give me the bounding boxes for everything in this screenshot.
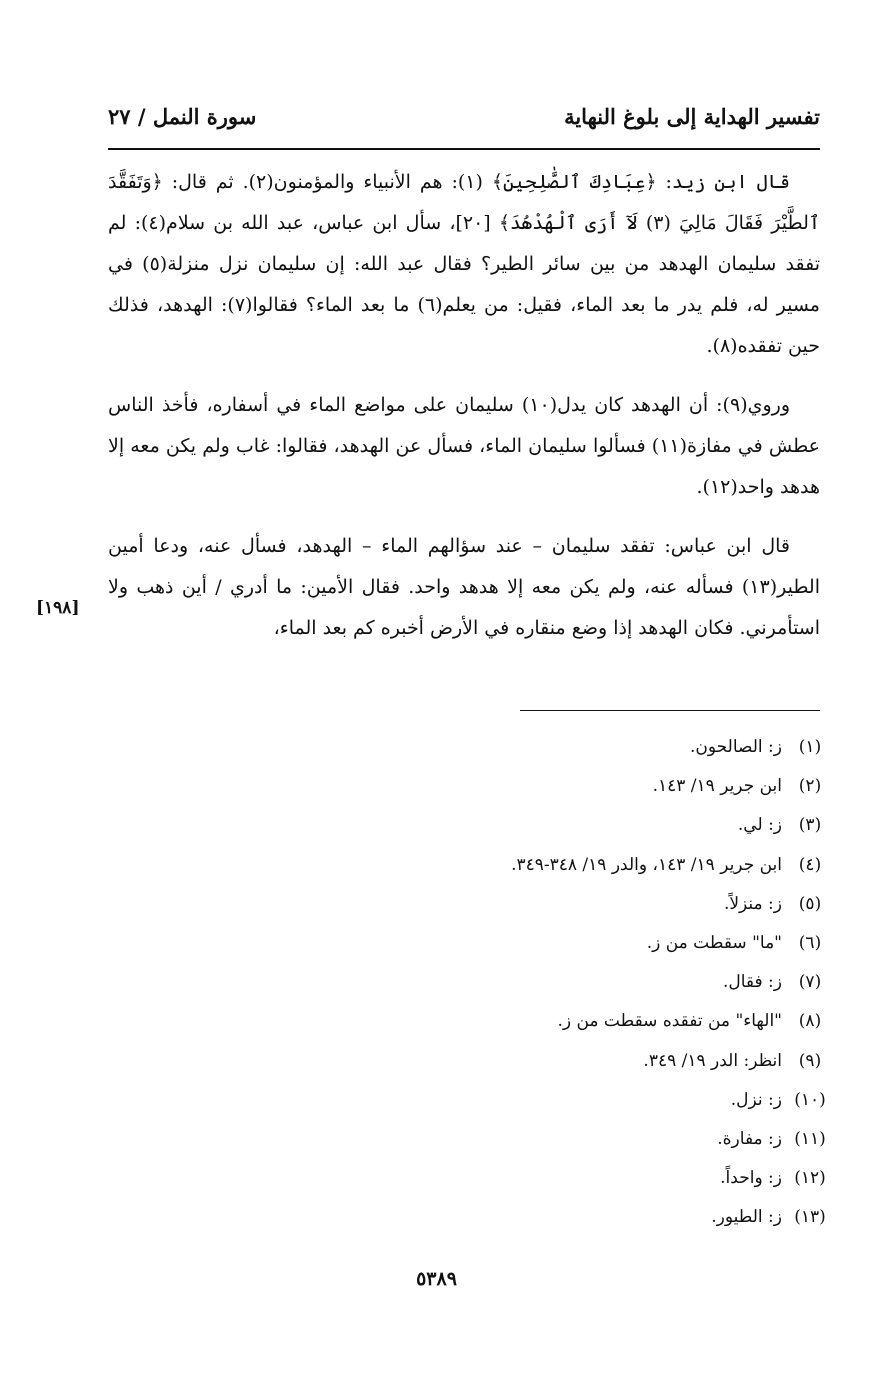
footnote-number: (١٠) bbox=[794, 1089, 826, 1110]
footnote-text: ز: الطيور. bbox=[711, 1207, 782, 1228]
paragraph: قال ابن زيد: ﴿عِبَادِكَ ٱلصَّٰلِحِينَ﴾ (١): هم الأنبياء والمؤمنون(٢). ثم قال: ﴿وَتَفَقَّدَ ٱلطَّيْرَ فَقَالَ مَالِيَ (٣) لَآ أَرَى ٱلْهُدْهُدَ﴾ [٢٠]، سأل ابن عباس، عبد الله بن سلام(٤): لم تفقد سليمان الهدهد من بين سائر الطير؟ فقال عبد الله: إن سليمان نزل منزلة(٥) في مسير له، فلم يدر ما بعد الماء، فقيل: من يعلم(٦) ما بعد الماء؟ فقالوا(٧): الهدهد، فذلك حين تفقده(٨). bbox=[108, 171, 821, 357]
footnote-number: (٨) bbox=[798, 1011, 822, 1032]
running-header bbox=[108, 100, 820, 144]
header-divider bbox=[108, 148, 820, 150]
footnote-item bbox=[300, 1002, 832, 1041]
footnote-text: ز: منزلاً. bbox=[723, 893, 782, 914]
footnote-number: (٩) bbox=[798, 1050, 822, 1071]
footnote-item bbox=[300, 1198, 832, 1237]
footnote-number: (١٢) bbox=[794, 1168, 826, 1189]
footnote-text: ز: واحداً. bbox=[720, 1168, 782, 1189]
paragraph: قال ابن عباس: تفقد سليمان – عند سؤالهم الماء – الهدهد، فسأل عنه، ودعا أمين الطير(١٣) فسأله عنه، ولم يكن معه إلا هدهد واحد. فقال الأمين: ما أدري / أين ذهب ولا استأمرني. فكان الهدهد إذا وضع منقاره في الأرض أخبره كم بعد الماء، bbox=[108, 535, 820, 639]
book-title: تفسير الهداية إلى بلوغ النهاية bbox=[564, 104, 820, 129]
footnote-number: (٥) bbox=[798, 893, 822, 914]
footnote-item bbox=[300, 806, 832, 845]
footnote-item bbox=[300, 885, 832, 924]
footnote-number: (٧) bbox=[798, 972, 822, 993]
footnotes-list bbox=[300, 728, 832, 1238]
footnote-text: ز: مفارة. bbox=[717, 1129, 782, 1150]
footnote-item bbox=[300, 1081, 832, 1120]
footnote-text: ابن جرير ١٩/ ١٤٣. bbox=[652, 776, 782, 797]
manuscript-folio-marker: [١٩٨] bbox=[36, 598, 80, 618]
paragraph: وروي(٩): أن الهدهد كان يدل(١٠) سليمان على مواضع الماء في أسفاره، فأخذ الناس عطش في مفازة(١١) فسألوا سليمان الماء، فسأل عن الهدهد، فقالوا: غاب ولم يكن معه إلا هدهد واحد(١٢). bbox=[108, 394, 821, 498]
footnote-text: انظر: الدر ١٩/ ٣٤٩. bbox=[643, 1050, 782, 1071]
footnote-text: ز: فقال. bbox=[722, 972, 782, 993]
footnote-text: "ما" سقطت من ز. bbox=[646, 933, 782, 954]
footnote-text: ز: الصالحون. bbox=[690, 737, 782, 757]
footnote-item bbox=[300, 728, 832, 767]
footnote-text: ابن جرير ١٩/ ١٤٣، والدر ١٩/ ٣٤٨-٣٤٩. bbox=[511, 854, 782, 875]
footnote-item bbox=[300, 1120, 832, 1159]
footnote-number: (١) bbox=[798, 737, 822, 757]
footnote-number: (١١) bbox=[794, 1129, 826, 1150]
footnote-item bbox=[300, 963, 832, 1002]
footnote-number: (٦) bbox=[798, 933, 822, 954]
footnote-divider bbox=[520, 710, 820, 711]
footnote-text: ز: نزل. bbox=[730, 1089, 782, 1110]
footnote-text: ز: لي. bbox=[737, 815, 782, 836]
footnote-number: (٤) bbox=[798, 854, 822, 875]
page-number: ٥٣٨٩ bbox=[416, 1268, 457, 1290]
surah-page-label: سورة النمل / ٢٧ bbox=[108, 104, 257, 129]
main-text bbox=[108, 162, 820, 667]
footnote-number: (٣) bbox=[798, 815, 822, 836]
footnote-item bbox=[300, 767, 832, 806]
footnote-item bbox=[300, 846, 832, 885]
footnote-item bbox=[300, 1042, 832, 1081]
footnote-item bbox=[300, 924, 832, 963]
footnote-text: "الهاء" من تفقده سقطت من ز. bbox=[557, 1011, 782, 1032]
footnote-number: (١٣) bbox=[794, 1207, 826, 1228]
footnote-item bbox=[300, 1159, 832, 1198]
footnote-number: (٢) bbox=[798, 776, 822, 797]
